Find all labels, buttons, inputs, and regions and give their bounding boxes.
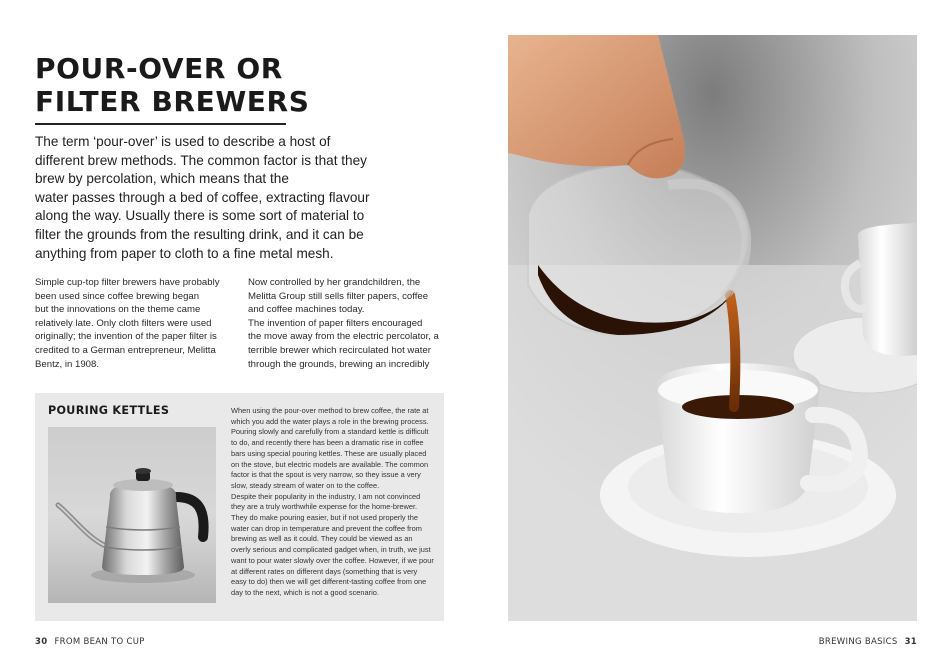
sidebar-line: Despite their popularity in the industry, I am not convinced <box>231 491 421 501</box>
footer-left-label: FROM BEAN TO CUP <box>54 637 145 647</box>
body-line: terrible brewer which recirculated hot water <box>248 344 431 356</box>
body-line: been used since coffee brewing began <box>35 290 200 302</box>
sidebar-line: They do make pouring easier, but if not used properly the <box>231 513 418 523</box>
pour-over-photo <box>508 35 917 621</box>
sidebar-line: factor is that the spout is very narrow, so they issue a very <box>231 470 421 480</box>
body-line: Simple cup-top filter brewers have probably <box>35 277 220 288</box>
footer-right <box>819 637 917 647</box>
intro-line: along the way. Usually there is some sort of material to <box>35 208 365 224</box>
sidebar-line: easy to do) then we will get different-tasting coffee from one <box>231 577 427 587</box>
kettle-photo <box>48 427 216 603</box>
footer-right-label: BREWING BASICS <box>818 637 898 647</box>
intro-paragraph <box>35 133 375 263</box>
title-underline <box>35 123 286 125</box>
footer-left <box>35 637 145 647</box>
sidebar-box <box>35 393 444 621</box>
intro-line: The term ‘pour-over’ is used to describe a host of <box>35 134 331 149</box>
sidebar-line: overly serious and complicated gadget when, in truth, we just <box>231 545 431 555</box>
body-line: The invention of paper filters encouraged <box>248 317 423 329</box>
page-number-right: 31 <box>904 637 917 647</box>
body-line: Now controlled by her grandchildren, the <box>248 277 421 288</box>
sidebar-line: day to the next, which is not a good scenario. <box>231 587 379 597</box>
body-line: but the innovations on the theme came <box>35 304 201 316</box>
title-line: FILTER BREWERS <box>35 85 310 118</box>
title-line: POUR-OVER OR <box>35 52 283 85</box>
body-line: relatively late. Only cloth filters were used <box>35 317 212 329</box>
sidebar-line: they are a truly worthwhile expense for the home-brewer. <box>231 502 418 512</box>
sidebar-line: water can drop in temperature and prevent the coffee from <box>231 523 422 533</box>
body-line: the move away from the electric percolator, a <box>248 331 439 343</box>
body-line: credited to a German entrepreneur, Melitta <box>35 344 216 356</box>
pour-over-illustration <box>508 35 917 621</box>
body-line: Bentz, in 1908. <box>35 358 100 370</box>
sidebar-line: brewing as well as it could. They could be viewed as an <box>231 534 413 544</box>
sidebar-line: bars using special pouring kettles. These are usually placed <box>231 448 427 458</box>
body-column-left <box>35 276 235 371</box>
sidebar-line: want to pour water slowly over the coffee. However, if we pour <box>231 555 434 565</box>
intro-line: anything from paper to cloth to a fine metal mesh. <box>35 245 334 261</box>
sidebar-text <box>231 406 437 599</box>
page-number-left: 30 <box>35 637 48 647</box>
kettle-illustration <box>48 427 216 603</box>
page-title <box>35 52 455 118</box>
intro-line: filter the grounds from the resulting drink, and it can be <box>35 226 364 242</box>
intro-line: brew by percolation, which means that the <box>35 171 289 187</box>
body-line: and coffee machines today. <box>248 304 365 316</box>
body-line: Melitta Group still sells filter papers, coffee <box>248 290 429 302</box>
intro-line: different brew methods. The common factor is that they <box>35 152 367 168</box>
body-line: originally; the invention of the paper filter is <box>35 331 217 343</box>
sidebar-line: at different rates on different days (something that is very <box>231 566 418 576</box>
intro-line: water passes through a bed of coffee, extracting flavour <box>35 189 370 205</box>
sidebar-line: to do, and recently there has been a dramatic rise in coffee <box>231 438 424 448</box>
sidebar-line: Pouring slowly and carefully from a standard kettle is difficult <box>231 427 429 437</box>
sidebar-line: When using the pour-over method to brew coffee, the rate at <box>231 406 429 415</box>
sidebar-line: slow, steady stream of water on to the coffee. <box>231 480 380 490</box>
sidebar-line: on the stove, but electric models are available. The common <box>231 459 429 469</box>
sidebar-line: which you add the water plays a role in the brewing process. <box>231 416 429 426</box>
body-line: through the grounds, brewing an incredibly <box>248 358 430 370</box>
body-column-right <box>248 276 448 371</box>
sidebar-heading: POURING KETTLES <box>48 404 170 417</box>
